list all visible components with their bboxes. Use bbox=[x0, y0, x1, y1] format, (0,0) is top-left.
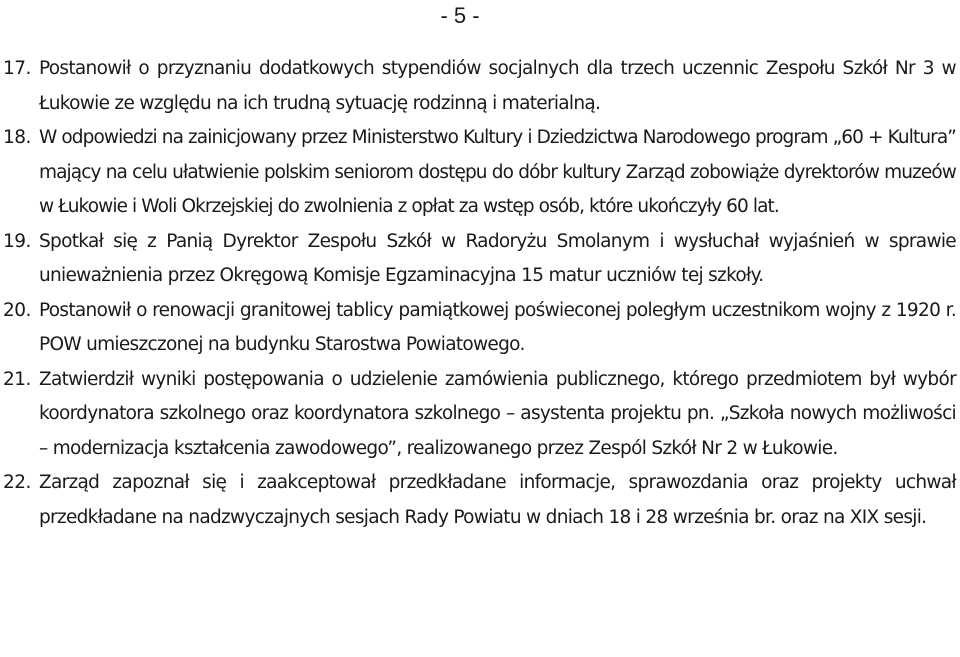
item-text: Zatwierdził wyniki postępowania o udzielenie zamówienia publicznego, którego przedmiotem był wybór koordynatora szkolnego oraz koordynatora szkolnego – asystenta projektu pn. „Szkoła nowych możliwości – modernizacja kształcenia zawodowego”, realizowanego przez Zespól Szkół Nr 2 w Łukowie. bbox=[39, 368, 956, 459]
page-number: - 5 - bbox=[440, 3, 480, 28]
item-number: 19. bbox=[3, 230, 31, 252]
item-text: Postanowił o renowacji granitowej tablicy pamiątkowej poświeconej poległym uczestnikom wojny z 1920 r. POW umieszczonej na budynku Starostwa Powiatowego. bbox=[39, 299, 956, 355]
list-item-18 bbox=[0, 121, 960, 225]
item-number: 22. bbox=[3, 472, 31, 493]
item-number: 21. bbox=[3, 368, 31, 390]
item-text: Spotkał się z Panią Dyrektor Zespołu Szkół w Radoryżu Smolanym i wysłuchał wyjaśnień w sprawie unieważnienia przez Okręgową Komisje Egzaminacyjna 15 matur uczniów tej szkoły. bbox=[39, 230, 956, 286]
resolution-list bbox=[0, 52, 960, 535]
item-text: W odpowiedzi na zainicjowany przez Ministerstwo Kultury i Dziedzictwa Narodowego program „60 + Kultura” mający na celu ułatwienie polskim seniorom dostępu do dóbr kultury Zarząd zobowiąże dyrektorów muzeów w Łukowie i Woli Okrzejskiej do zwolnienia z opłat za wstęp osób, które ukończyły 60 lat. bbox=[39, 127, 956, 217]
list-item-19 bbox=[0, 225, 960, 294]
list-item-20 bbox=[0, 294, 960, 363]
list-item-21 bbox=[0, 363, 960, 467]
item-text: Postanowił o przyznaniu dodatkowych stypendiów socjalnych dla trzech uczennic Zespołu Szkół Nr 3 w Łukowie ze względu na ich trudną sytuację rodzinną i materialną. bbox=[39, 58, 956, 114]
list-item-22 bbox=[0, 466, 960, 535]
item-number: 17. bbox=[3, 58, 31, 79]
list-item-17 bbox=[0, 52, 960, 121]
item-text: Zarząd zapoznał się i zaakceptował przedkładane informacje, sprawozdania oraz projekty uchwał przedkładane na nadzwyczajnych sesjach Rady Powiatu w dniach 18 i 28 września br. oraz na XIX sesji. bbox=[39, 472, 956, 528]
item-number: 18. bbox=[3, 127, 31, 148]
item-number: 20. bbox=[3, 299, 31, 321]
